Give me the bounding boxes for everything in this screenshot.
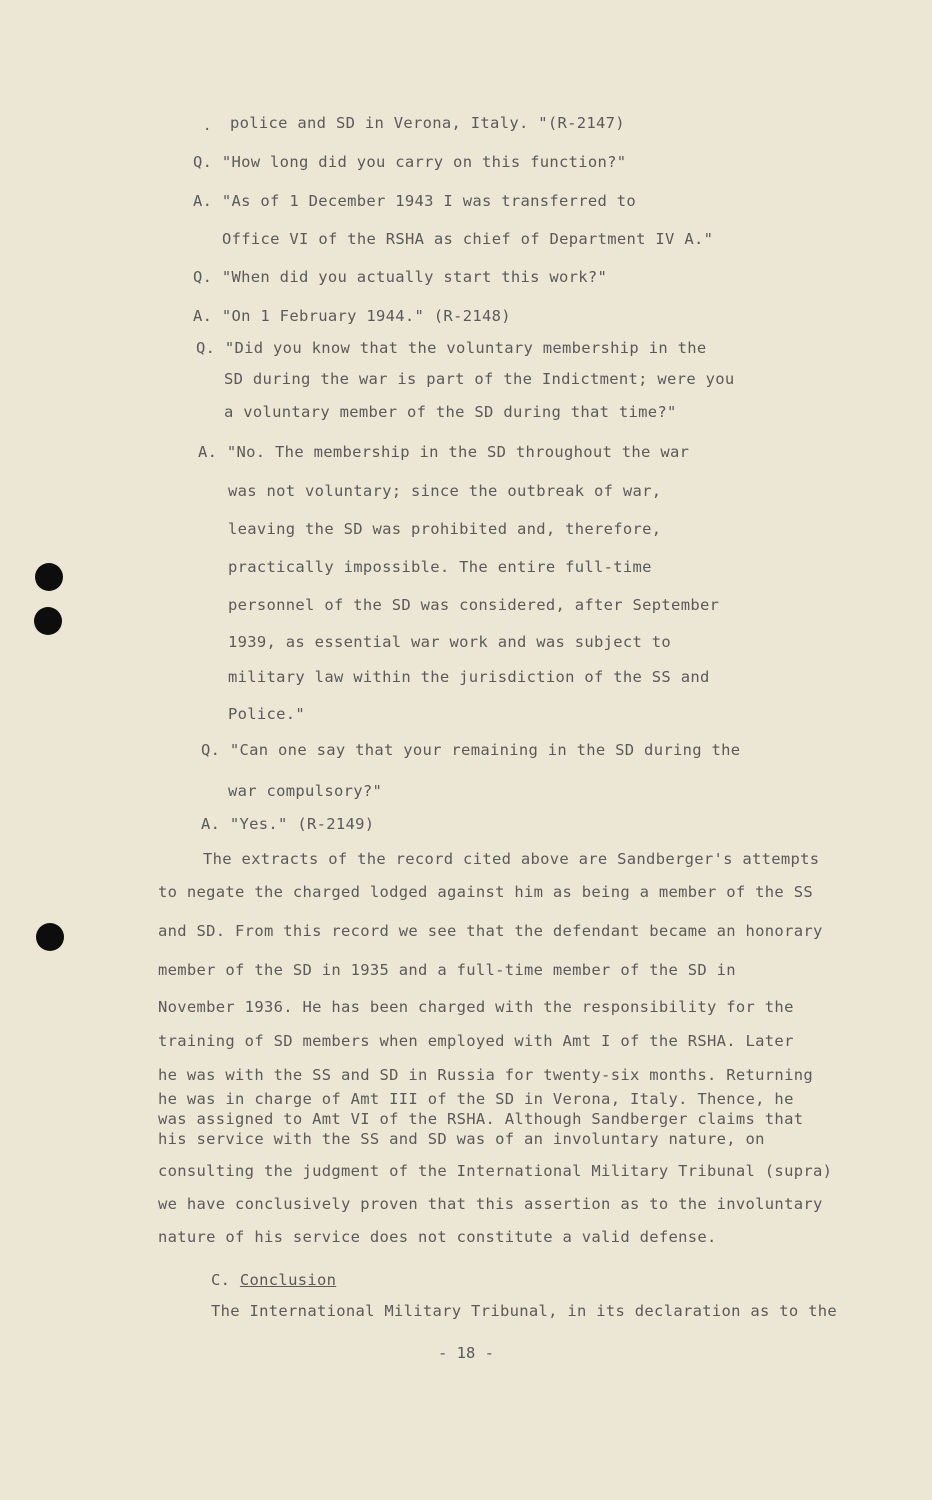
- discussion-line: nature of his service does not constitute a valid defense.: [158, 1228, 717, 1246]
- page-number: - 18 -: [438, 1344, 494, 1362]
- transcript-line: Q. "When did you actually start this work?": [193, 268, 608, 286]
- discussion-line: member of the SD in 1935 and a full-time member of the SD in: [158, 961, 736, 979]
- transcript-line: Police.": [228, 705, 306, 723]
- binder-hole-top: [35, 563, 63, 591]
- transcript-line: 1939, as essential war work and was subject to: [228, 633, 672, 651]
- discussion-line: he was with the SS and SD in Russia for twenty-six months. Returning: [158, 1066, 813, 1084]
- discussion-line: to negate the charged lodged against him as being a member of the SS: [158, 883, 813, 901]
- discussion-line: November 1936. He has been charged with the responsibility for the: [158, 998, 794, 1016]
- discussion-line: and SD. From this record we see that the defendant became an honorary: [158, 922, 823, 940]
- transcript-line: police and SD in Verona, Italy. "(R-2147): [230, 114, 625, 132]
- discussion-line: consulting the judgment of the International Military Tribunal (supra): [158, 1162, 833, 1180]
- transcript-line: Q. "Can one say that your remaining in the SD during the: [201, 741, 741, 759]
- transcript-line: Office VI of the RSHA as chief of Department IV A.": [222, 230, 714, 248]
- discussion-line: we have conclusively proven that this assertion as to the involuntary: [158, 1195, 823, 1213]
- continuation-marker: .: [203, 118, 212, 134]
- binder-hole-middle: [34, 607, 62, 635]
- transcript-line: Q. "How long did you carry on this function?": [193, 153, 627, 171]
- section-heading-title: Conclusion: [239, 1271, 337, 1289]
- binder-hole-bottom: [36, 923, 64, 951]
- transcript-line: A. "On 1 February 1944." (R-2148): [193, 307, 511, 325]
- discussion-line: his service with the SS and SD was of an involuntary nature, on: [158, 1130, 765, 1148]
- transcript-line: military law within the jurisdiction of the SS and: [228, 668, 710, 686]
- discussion-line: was assigned to Amt VI of the RSHA. Although Sandberger claims that: [158, 1110, 804, 1128]
- section-heading-prefix: C.: [211, 1271, 240, 1289]
- transcript-line: leaving the SD was prohibited and, therefore,: [228, 520, 662, 538]
- transcript-line: Q. "Did you know that the voluntary membership in the: [196, 339, 707, 357]
- discussion-line: The extracts of the record cited above are Sandberger's attempts: [203, 850, 820, 868]
- section-heading: [211, 1271, 336, 1289]
- transcript-line: a voluntary member of the SD during that time?": [224, 403, 677, 421]
- discussion-line: training of SD members when employed with Amt I of the RSHA. Later: [158, 1032, 794, 1050]
- transcript-line: A. "As of 1 December 1943 I was transferred to: [193, 192, 637, 210]
- transcript-line: war compulsory?": [228, 782, 383, 800]
- conclusion-line: The International Military Tribunal, in its declaration as to the: [211, 1302, 838, 1320]
- transcript-line: practically impossible. The entire full-time: [228, 558, 652, 576]
- transcript-line: was not voluntary; since the outbreak of war,: [228, 482, 662, 500]
- transcript-line: A. "Yes." (R-2149): [201, 815, 375, 833]
- discussion-line: he was in charge of Amt III of the SD in Verona, Italy. Thence, he: [158, 1090, 794, 1108]
- transcript-line: SD during the war is part of the Indictment; were you: [224, 370, 735, 388]
- transcript-line: A. "No. The membership in the SD throughout the war: [198, 443, 690, 461]
- transcript-line: personnel of the SD was considered, after September: [228, 596, 720, 614]
